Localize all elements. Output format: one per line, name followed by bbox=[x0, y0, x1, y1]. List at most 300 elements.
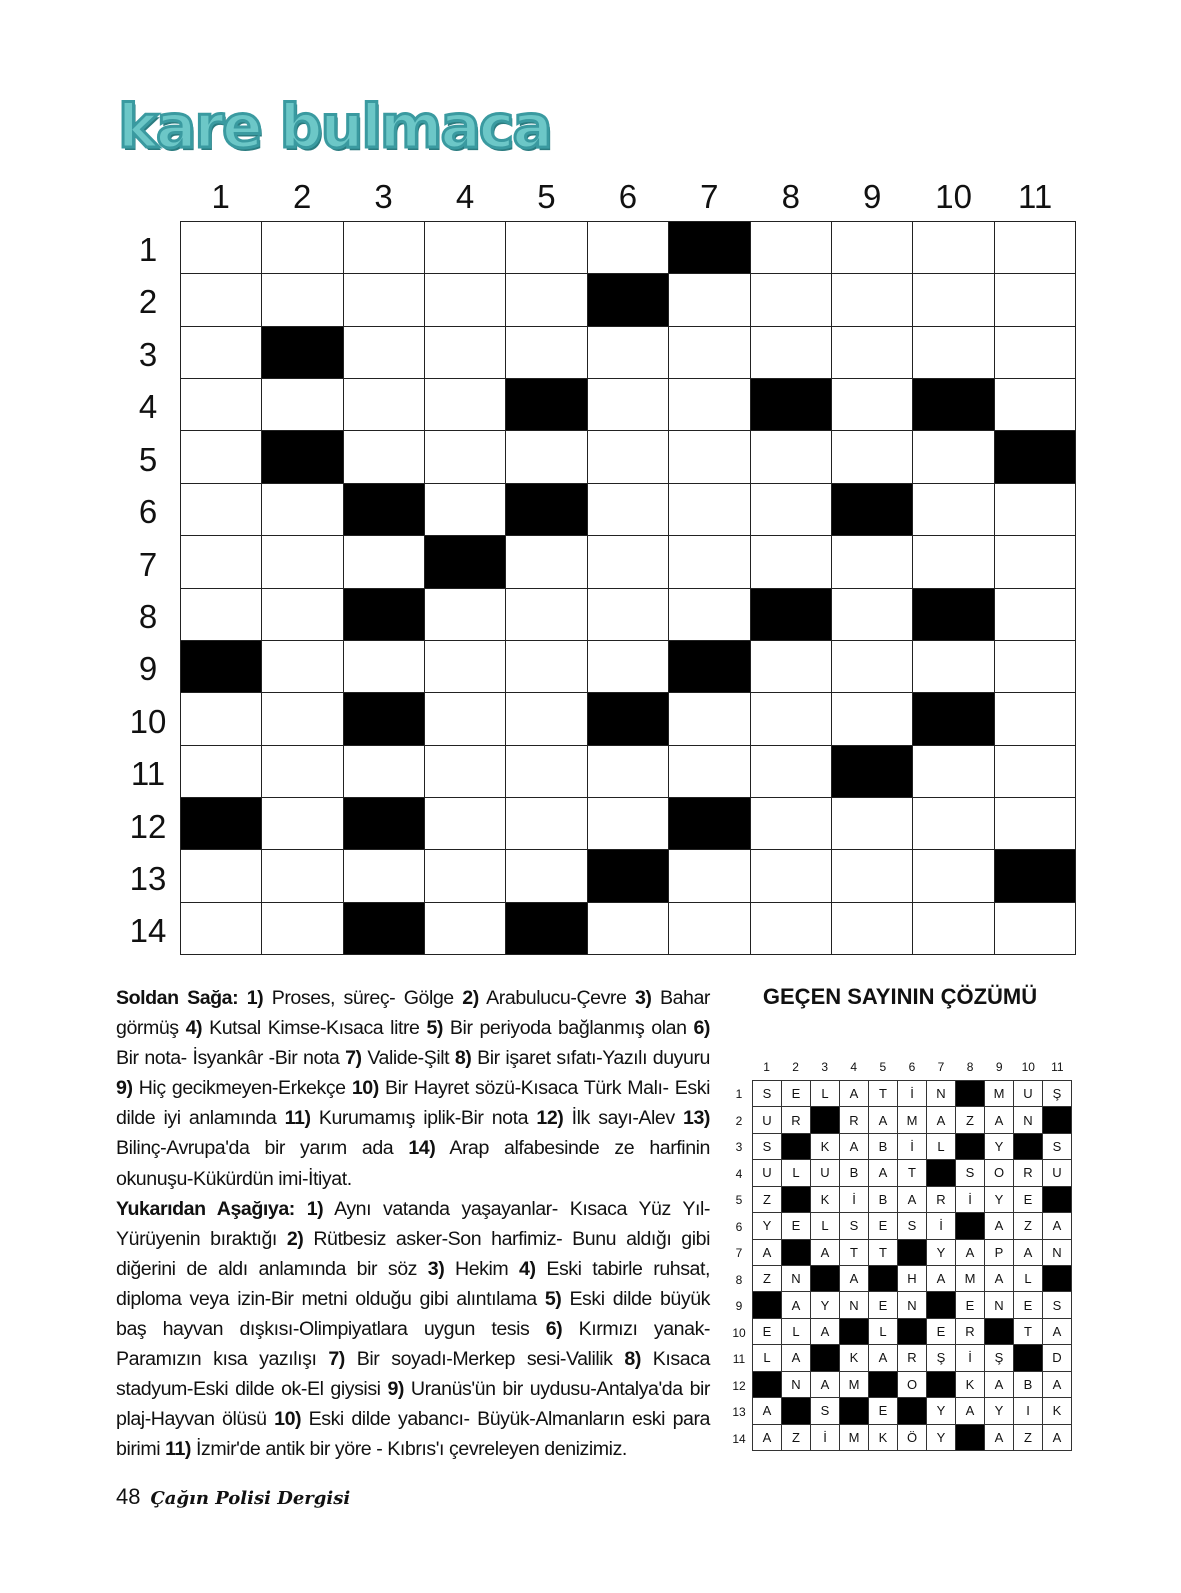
black-cell bbox=[588, 274, 669, 326]
empty-cell bbox=[262, 274, 343, 326]
solution-letter-cell: E bbox=[1014, 1187, 1043, 1213]
row-number: 11 bbox=[130, 755, 166, 793]
clue-text: Bahar görmüş bbox=[116, 987, 711, 1040]
empty-cell bbox=[669, 903, 750, 955]
solution-letter-cell: K bbox=[869, 1425, 898, 1451]
black-cell bbox=[913, 589, 994, 641]
empty-cell bbox=[588, 903, 669, 955]
empty-cell bbox=[181, 379, 262, 431]
solution-letter-cell: L bbox=[1014, 1266, 1043, 1292]
solution-letter-cell: İ bbox=[956, 1345, 985, 1371]
solution-letter-cell: L bbox=[811, 1213, 840, 1239]
empty-cell bbox=[425, 484, 506, 536]
clue-number: 6) bbox=[545, 1318, 563, 1341]
empty-cell bbox=[181, 536, 262, 588]
solution-letter-cell: A bbox=[985, 1425, 1014, 1451]
column-number: 8 bbox=[781, 178, 800, 215]
empty-cell bbox=[669, 327, 750, 379]
black-cell bbox=[669, 222, 750, 274]
solution-row-number: 12 bbox=[732, 1378, 746, 1393]
solution-column-number: 8 bbox=[966, 1060, 974, 1074]
black-cell bbox=[344, 903, 425, 955]
clue-text: Valide-Şilt bbox=[361, 1047, 455, 1070]
solution-letter-cell: B bbox=[869, 1134, 898, 1160]
empty-cell bbox=[344, 641, 425, 693]
empty-cell bbox=[751, 222, 832, 274]
solution-row-number: 3 bbox=[735, 1140, 743, 1154]
empty-cell bbox=[588, 379, 669, 431]
solution-letter-cell: L bbox=[869, 1319, 898, 1345]
empty-cell bbox=[995, 693, 1076, 745]
clue-number: 11) bbox=[165, 1438, 191, 1461]
empty-cell bbox=[669, 274, 750, 326]
solution-letter-cell: Y bbox=[927, 1398, 956, 1424]
empty-cell bbox=[995, 327, 1076, 379]
empty-cell bbox=[995, 222, 1076, 274]
clue-number: 1) bbox=[306, 1197, 324, 1220]
empty-cell bbox=[669, 431, 750, 483]
solution-letter-cell: E bbox=[782, 1081, 811, 1107]
clue-number: 10) bbox=[274, 1408, 302, 1431]
clue-text: Bir nota- İsyankâr -Bir nota bbox=[116, 1047, 346, 1070]
clue-text: Arap alfabesinde ze harfinin okunuşu-Kükürdün imi-İtiyat. bbox=[116, 1137, 710, 1190]
solution-letter-cell: A bbox=[840, 1081, 869, 1107]
solution-letter-cell: N bbox=[927, 1081, 956, 1107]
solution-letter-cell: R bbox=[927, 1187, 956, 1213]
clue-number: 7) bbox=[345, 1047, 362, 1070]
empty-cell bbox=[425, 327, 506, 379]
empty-cell bbox=[344, 327, 425, 379]
empty-cell bbox=[995, 589, 1076, 641]
empty-cell bbox=[588, 641, 669, 693]
solution-letter-cell: Ş bbox=[927, 1345, 956, 1371]
column-numbers bbox=[180, 178, 1076, 218]
empty-cell bbox=[832, 274, 913, 326]
page-title: kare bulmaca bbox=[118, 92, 551, 162]
solution-letter-cell: A bbox=[985, 1107, 1014, 1133]
empty-cell bbox=[506, 222, 587, 274]
empty-cell bbox=[995, 798, 1076, 850]
solution-letter-cell: P bbox=[985, 1240, 1014, 1266]
solution-letter-cell: A bbox=[985, 1213, 1014, 1239]
row-number: 1 bbox=[138, 231, 158, 268]
empty-cell bbox=[262, 746, 343, 798]
empty-cell bbox=[181, 746, 262, 798]
solution-letter-cell: L bbox=[927, 1134, 956, 1160]
clues-text bbox=[116, 983, 710, 1465]
empty-cell bbox=[751, 903, 832, 955]
empty-cell bbox=[832, 536, 913, 588]
solution-letter-cell: N bbox=[985, 1292, 1014, 1318]
row-number: 8 bbox=[138, 597, 158, 635]
solution-letter-cell: M bbox=[840, 1425, 869, 1451]
clue-number: 1) bbox=[246, 987, 264, 1009]
empty-cell bbox=[913, 746, 994, 798]
solution-column-number: 1 bbox=[763, 1060, 770, 1074]
solution-row-number: 6 bbox=[735, 1219, 743, 1234]
row-number: 5 bbox=[138, 440, 158, 478]
empty-cell bbox=[181, 274, 262, 326]
solution-letter-cell: A bbox=[869, 1107, 898, 1133]
solution-letter-cell: R bbox=[840, 1107, 869, 1133]
solution-column-number: 2 bbox=[792, 1060, 799, 1074]
solution-black-cell bbox=[927, 1292, 956, 1318]
solution-row-number: 8 bbox=[735, 1272, 743, 1287]
empty-cell bbox=[751, 536, 832, 588]
solution-letter-cell: A bbox=[1043, 1213, 1072, 1239]
solution-letter-cell: L bbox=[753, 1345, 782, 1371]
solution-letter-cell: A bbox=[840, 1134, 869, 1160]
empty-cell bbox=[588, 589, 669, 641]
solution-letter-cell: Z bbox=[1014, 1213, 1043, 1239]
solution-letter-cell: L bbox=[782, 1160, 811, 1186]
black-cell bbox=[913, 693, 994, 745]
solution-black-cell bbox=[1014, 1134, 1043, 1160]
black-cell bbox=[344, 693, 425, 745]
black-cell bbox=[995, 431, 1076, 483]
empty-cell bbox=[832, 641, 913, 693]
solution-black-cell bbox=[811, 1107, 840, 1133]
empty-cell bbox=[425, 693, 506, 745]
empty-cell bbox=[995, 484, 1076, 536]
empty-cell bbox=[669, 379, 750, 431]
solution-black-cell bbox=[1043, 1266, 1072, 1292]
row-number: 14 bbox=[129, 912, 167, 950]
clue-number: 11) bbox=[284, 1107, 311, 1130]
solution-letter-cell: O bbox=[985, 1160, 1014, 1186]
solution-row-numbers bbox=[728, 1080, 750, 1451]
solution-row-number: 11 bbox=[732, 1352, 746, 1366]
empty-cell bbox=[751, 641, 832, 693]
black-cell bbox=[995, 850, 1076, 902]
solution-letter-cell: İ bbox=[840, 1187, 869, 1213]
black-cell bbox=[751, 589, 832, 641]
down-heading: Yukarıdan Aşağıya: bbox=[116, 1197, 295, 1220]
solution-letter-cell: H bbox=[898, 1266, 927, 1292]
empty-cell bbox=[425, 222, 506, 274]
solution-letter-cell: U bbox=[1014, 1081, 1043, 1107]
empty-cell bbox=[832, 850, 913, 902]
solution-black-cell bbox=[753, 1292, 782, 1318]
empty-cell bbox=[913, 798, 994, 850]
solution-letter-cell: R bbox=[898, 1345, 927, 1371]
solution-letter-cell: U bbox=[1043, 1160, 1072, 1186]
empty-cell bbox=[262, 536, 343, 588]
clue-text: Uranüs'ün bir uydusu-Antalya'da bir plaj-Hayvan ölüsü bbox=[116, 1378, 711, 1431]
clue-number: 2) bbox=[462, 987, 479, 1009]
clue-text: Aynı vatanda yaşayanlar- Kısaca Yüz Yıl-Yürüyenin bıraktığı bbox=[116, 1197, 710, 1250]
solution-black-cell bbox=[869, 1372, 898, 1398]
column-number: 2 bbox=[292, 178, 312, 215]
solution-row-number: 9 bbox=[735, 1299, 743, 1313]
solution-letter-cell: N bbox=[782, 1372, 811, 1398]
row-number: 9 bbox=[138, 650, 158, 688]
empty-cell bbox=[913, 274, 994, 326]
solution-letter-cell: S bbox=[1043, 1134, 1072, 1160]
crossword-grid bbox=[180, 221, 1076, 955]
column-number: 5 bbox=[537, 178, 556, 215]
solution-letter-cell: E bbox=[869, 1213, 898, 1239]
solution-row-number: 4 bbox=[735, 1166, 743, 1181]
column-number: 1 bbox=[211, 178, 230, 215]
solution-letter-cell: L bbox=[782, 1319, 811, 1345]
empty-cell bbox=[181, 589, 262, 641]
solution-row-number: 14 bbox=[732, 1431, 746, 1446]
solution-letter-cell: S bbox=[898, 1213, 927, 1239]
solution-letter-cell: Y bbox=[985, 1187, 1014, 1213]
solution-column-number: 3 bbox=[821, 1060, 829, 1074]
clue-number: 2) bbox=[286, 1227, 304, 1250]
black-cell bbox=[344, 484, 425, 536]
solution-letter-cell: A bbox=[811, 1319, 840, 1345]
solution-black-cell bbox=[811, 1345, 840, 1371]
empty-cell bbox=[588, 484, 669, 536]
clue-number: 8) bbox=[624, 1348, 641, 1371]
black-cell bbox=[669, 798, 750, 850]
solution-letter-cell: Y bbox=[927, 1425, 956, 1451]
clue-number: 4) bbox=[519, 1257, 536, 1280]
clue-text: Eski dilde büyük baş hayvan dışkısı-Olimpiyatlara uygun tesis bbox=[116, 1287, 710, 1341]
solution-letter-cell: A bbox=[782, 1345, 811, 1371]
clue-number: 6) bbox=[693, 1017, 710, 1040]
solution-black-cell bbox=[753, 1372, 782, 1398]
solution-letter-cell: İ bbox=[898, 1081, 927, 1107]
solution-letter-cell: A bbox=[869, 1345, 898, 1371]
empty-cell bbox=[751, 431, 832, 483]
empty-cell bbox=[832, 379, 913, 431]
clue-text: Kurumamış iplik-Bir nota bbox=[310, 1107, 537, 1130]
solution-row-number: 13 bbox=[732, 1405, 746, 1419]
clue-text: Bir soyadı-Merkep sesi-Valilik bbox=[344, 1348, 625, 1371]
row-number: 12 bbox=[129, 807, 167, 845]
solution-column-number: 10 bbox=[1021, 1060, 1035, 1074]
empty-cell bbox=[751, 798, 832, 850]
solution-column-number: 7 bbox=[937, 1060, 945, 1074]
solution-letter-cell: Ö bbox=[898, 1425, 927, 1451]
solution-letter-cell: O bbox=[898, 1372, 927, 1398]
empty-cell bbox=[995, 903, 1076, 955]
solution-letter-cell: A bbox=[1043, 1319, 1072, 1345]
solution-letter-cell: K bbox=[811, 1187, 840, 1213]
clue-text: Proses, süreç- Gölge bbox=[263, 987, 463, 1009]
empty-cell bbox=[262, 222, 343, 274]
solution-black-cell bbox=[840, 1398, 869, 1424]
solution-letter-cell: K bbox=[811, 1134, 840, 1160]
column-number: 3 bbox=[374, 178, 393, 215]
black-cell bbox=[669, 641, 750, 693]
empty-cell bbox=[751, 850, 832, 902]
solution-letter-cell: İ bbox=[898, 1134, 927, 1160]
empty-cell bbox=[995, 536, 1076, 588]
solution-black-cell bbox=[782, 1134, 811, 1160]
empty-cell bbox=[506, 850, 587, 902]
solution-letter-cell: N bbox=[1014, 1107, 1043, 1133]
empty-cell bbox=[832, 693, 913, 745]
empty-cell bbox=[425, 641, 506, 693]
solution-letter-cell: A bbox=[956, 1398, 985, 1424]
empty-cell bbox=[832, 222, 913, 274]
empty-cell bbox=[506, 536, 587, 588]
black-cell bbox=[588, 850, 669, 902]
empty-cell bbox=[181, 484, 262, 536]
solution-black-cell bbox=[782, 1398, 811, 1424]
clue-text: Kırmızı yanak-Paramızın kısa yazılışı bbox=[116, 1318, 710, 1371]
empty-cell bbox=[588, 536, 669, 588]
black-cell bbox=[344, 798, 425, 850]
empty-cell bbox=[425, 431, 506, 483]
solution-letter-cell: R bbox=[956, 1319, 985, 1345]
clue-text: Hiç gecikmeyen-Erkekçe bbox=[132, 1077, 352, 1100]
solution-letter-cell: S bbox=[840, 1213, 869, 1239]
empty-cell bbox=[506, 327, 587, 379]
empty-cell bbox=[751, 693, 832, 745]
row-number: 3 bbox=[138, 335, 158, 373]
black-cell bbox=[506, 379, 587, 431]
solution-letter-cell: A bbox=[927, 1266, 956, 1292]
magazine-name: Çağın Polisi Dergisi bbox=[150, 1488, 351, 1509]
empty-cell bbox=[262, 484, 343, 536]
solution-letter-cell: A bbox=[956, 1240, 985, 1266]
solution-letter-cell: N bbox=[840, 1292, 869, 1318]
solution-letter-cell: E bbox=[782, 1213, 811, 1239]
clue-number: 12) bbox=[536, 1107, 564, 1130]
clue-text: Rütbesiz asker-Son harfimiz- Bunu aldığı gibi diğerini de aldı anlamında bir söz bbox=[116, 1227, 710, 1280]
solution-black-cell bbox=[956, 1081, 985, 1107]
clue-number: 10) bbox=[351, 1077, 379, 1100]
clue-number: 4) bbox=[185, 1017, 203, 1040]
solution-black-cell bbox=[898, 1240, 927, 1266]
empty-cell bbox=[669, 536, 750, 588]
empty-cell bbox=[344, 431, 425, 483]
empty-cell bbox=[751, 746, 832, 798]
row-number: 10 bbox=[129, 702, 167, 740]
black-cell bbox=[506, 903, 587, 955]
black-cell bbox=[425, 536, 506, 588]
clue-text: Eski dilde yabancı- Büyük-Almanların eski para birimi bbox=[116, 1408, 710, 1461]
solution-row-number: 1 bbox=[735, 1087, 743, 1101]
solution-letter-cell: E bbox=[869, 1292, 898, 1318]
solution-letter-cell: A bbox=[753, 1398, 782, 1424]
empty-cell bbox=[751, 274, 832, 326]
solution-letter-cell: Y bbox=[811, 1292, 840, 1318]
solution-black-cell bbox=[1014, 1345, 1043, 1371]
clue-number: 9) bbox=[387, 1378, 405, 1401]
solution-letter-cell: K bbox=[1043, 1398, 1072, 1424]
clue-text: İlk sayı-Alev bbox=[563, 1107, 684, 1130]
solution-black-cell bbox=[840, 1319, 869, 1345]
solution-row-number: 10 bbox=[732, 1325, 746, 1340]
solution-letter-cell: K bbox=[956, 1372, 985, 1398]
solution-letter-cell: N bbox=[782, 1266, 811, 1292]
solution-letter-cell: T bbox=[898, 1160, 927, 1186]
empty-cell bbox=[181, 850, 262, 902]
solution-black-cell bbox=[1043, 1187, 1072, 1213]
empty-cell bbox=[913, 327, 994, 379]
empty-cell bbox=[506, 274, 587, 326]
clue-text: Kısaca stadyum-Eski dilde ok-El giysisi bbox=[116, 1348, 710, 1401]
solution-letter-cell: Y bbox=[927, 1240, 956, 1266]
empty-cell bbox=[425, 798, 506, 850]
column-number: 7 bbox=[700, 178, 719, 215]
solution-letter-cell: M bbox=[898, 1107, 927, 1133]
across-clues bbox=[116, 983, 710, 1194]
empty-cell bbox=[425, 850, 506, 902]
black-cell bbox=[832, 746, 913, 798]
solution-letter-cell: Z bbox=[782, 1425, 811, 1451]
empty-cell bbox=[588, 798, 669, 850]
solution-letter-cell: M bbox=[985, 1081, 1014, 1107]
empty-cell bbox=[181, 431, 262, 483]
empty-cell bbox=[506, 693, 587, 745]
solution-letter-cell: Y bbox=[985, 1134, 1014, 1160]
solution-grid bbox=[752, 1080, 1072, 1451]
empty-cell bbox=[262, 379, 343, 431]
clue-text: Bir periyoda bağlanmış olan bbox=[442, 1017, 694, 1040]
clue-number: 8) bbox=[454, 1047, 472, 1070]
solution-black-cell bbox=[782, 1240, 811, 1266]
black-cell bbox=[832, 484, 913, 536]
solution-letter-cell: R bbox=[782, 1107, 811, 1133]
empty-cell bbox=[262, 903, 343, 955]
solution-letter-cell: A bbox=[840, 1266, 869, 1292]
solution-letter-cell: Z bbox=[956, 1107, 985, 1133]
empty-cell bbox=[262, 641, 343, 693]
solution-letter-cell: N bbox=[898, 1292, 927, 1318]
empty-cell bbox=[344, 536, 425, 588]
clue-number: 7) bbox=[328, 1348, 345, 1371]
row-number: 2 bbox=[138, 283, 158, 321]
solution-black-cell bbox=[956, 1213, 985, 1239]
solution-letter-cell: M bbox=[956, 1266, 985, 1292]
solution-letter-cell: S bbox=[753, 1134, 782, 1160]
clue-text: Arabulucu-Çevre bbox=[478, 987, 635, 1009]
solution-letter-cell: E bbox=[869, 1398, 898, 1424]
solution-letter-cell: A bbox=[1014, 1240, 1043, 1266]
solution-letter-cell: A bbox=[811, 1240, 840, 1266]
empty-cell bbox=[425, 746, 506, 798]
empty-cell bbox=[181, 693, 262, 745]
solution-letter-cell: A bbox=[1043, 1372, 1072, 1398]
black-cell bbox=[588, 693, 669, 745]
solution-letter-cell: M bbox=[840, 1372, 869, 1398]
empty-cell bbox=[588, 431, 669, 483]
black-cell bbox=[262, 327, 343, 379]
empty-cell bbox=[669, 484, 750, 536]
clue-number: 14) bbox=[408, 1137, 436, 1160]
empty-cell bbox=[344, 746, 425, 798]
empty-cell bbox=[181, 222, 262, 274]
solution-letter-cell: T bbox=[869, 1081, 898, 1107]
solution-letter-cell: İ bbox=[956, 1187, 985, 1213]
solution-letter-cell: B bbox=[1014, 1372, 1043, 1398]
solution-letter-cell: A bbox=[753, 1425, 782, 1451]
solution-letter-cell: B bbox=[869, 1187, 898, 1213]
solution-letter-cell: D bbox=[1043, 1345, 1072, 1371]
solution-column-number: 11 bbox=[1051, 1060, 1064, 1074]
solution-letter-cell: T bbox=[840, 1240, 869, 1266]
solution-letter-cell: A bbox=[1043, 1425, 1072, 1451]
empty-cell bbox=[832, 798, 913, 850]
row-number: 6 bbox=[138, 493, 158, 531]
empty-cell bbox=[832, 589, 913, 641]
empty-cell bbox=[506, 589, 587, 641]
empty-cell bbox=[506, 746, 587, 798]
empty-cell bbox=[913, 536, 994, 588]
column-number: 11 bbox=[1017, 178, 1053, 215]
solution-letter-cell: T bbox=[869, 1240, 898, 1266]
column-number: 4 bbox=[455, 178, 475, 215]
solution-column-number: 6 bbox=[908, 1060, 916, 1074]
